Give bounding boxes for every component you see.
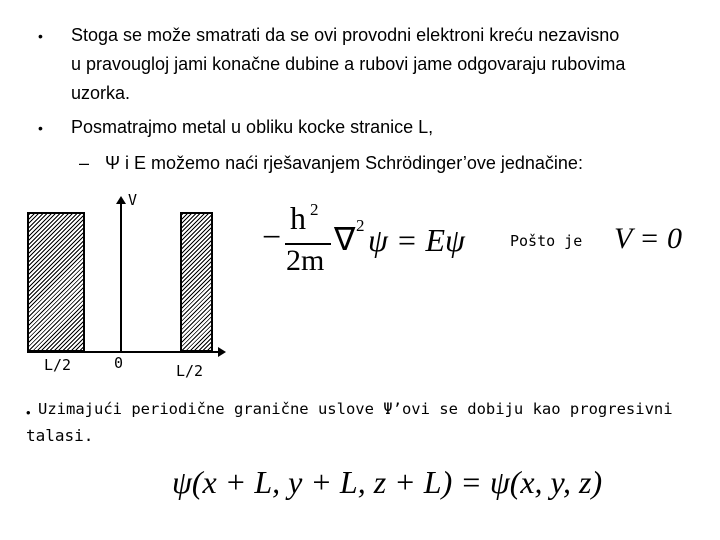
right-well-wall (180, 212, 213, 352)
v-equals-zero: V = 0 (614, 222, 683, 255)
equation-minus: − (262, 219, 282, 256)
left-edge-label: L/2 (44, 356, 72, 374)
equation-numerator: h (290, 200, 306, 236)
origin-label: 0 (114, 354, 124, 372)
left-well-wall (27, 212, 85, 352)
x-axis (27, 351, 222, 353)
v-axis-arrow-icon (116, 196, 126, 204)
bullet-2-marker: • (38, 120, 43, 136)
bullet-1-line-1: Stoga se može smatrati da se ovi provodni elektroni kreću nezavisno (71, 25, 620, 45)
v-label: V (128, 191, 138, 209)
sub-bullet-text: Ψ i E možemo naći rješavanjem Schrödinger’ove jednačine: (105, 153, 583, 173)
sub-bullet-dash: – (79, 153, 90, 173)
v-axis (120, 198, 122, 352)
periodic-text-line-1: Uzimajući periodične granične uslove Ψ’ovi se dobiju kao progresivni (38, 400, 673, 418)
nabla-exponent: 2 (356, 216, 365, 235)
right-edge-label: L/2 (176, 362, 204, 380)
bullet-1-marker: • (38, 28, 43, 44)
bullet-1-line-3: uzorka. (71, 83, 131, 103)
x-axis-arrow-icon (218, 347, 226, 357)
posto-label: Pošto je (510, 232, 583, 250)
bullet-2-line-1: Posmatrajmo metal u obliku kocke stranice L, (71, 117, 434, 137)
equation-denominator: 2m (286, 244, 325, 277)
nabla-symbol: ∇ (334, 221, 356, 257)
periodic-text-line-2: talasi. (26, 426, 94, 445)
bullet-1-line-2: u pravougloj jami konačne dubine a rubovi jame odgovaraju rubovima (71, 54, 626, 74)
equation-numerator-exponent: 2 (310, 200, 319, 219)
periodic-bullet-marker: • (26, 405, 31, 420)
equation-rhs: ψ = Eψ (368, 222, 465, 258)
boundary-equation: ψ(x + L, y + L, z + L) = ψ(x, y, z) (172, 464, 603, 500)
